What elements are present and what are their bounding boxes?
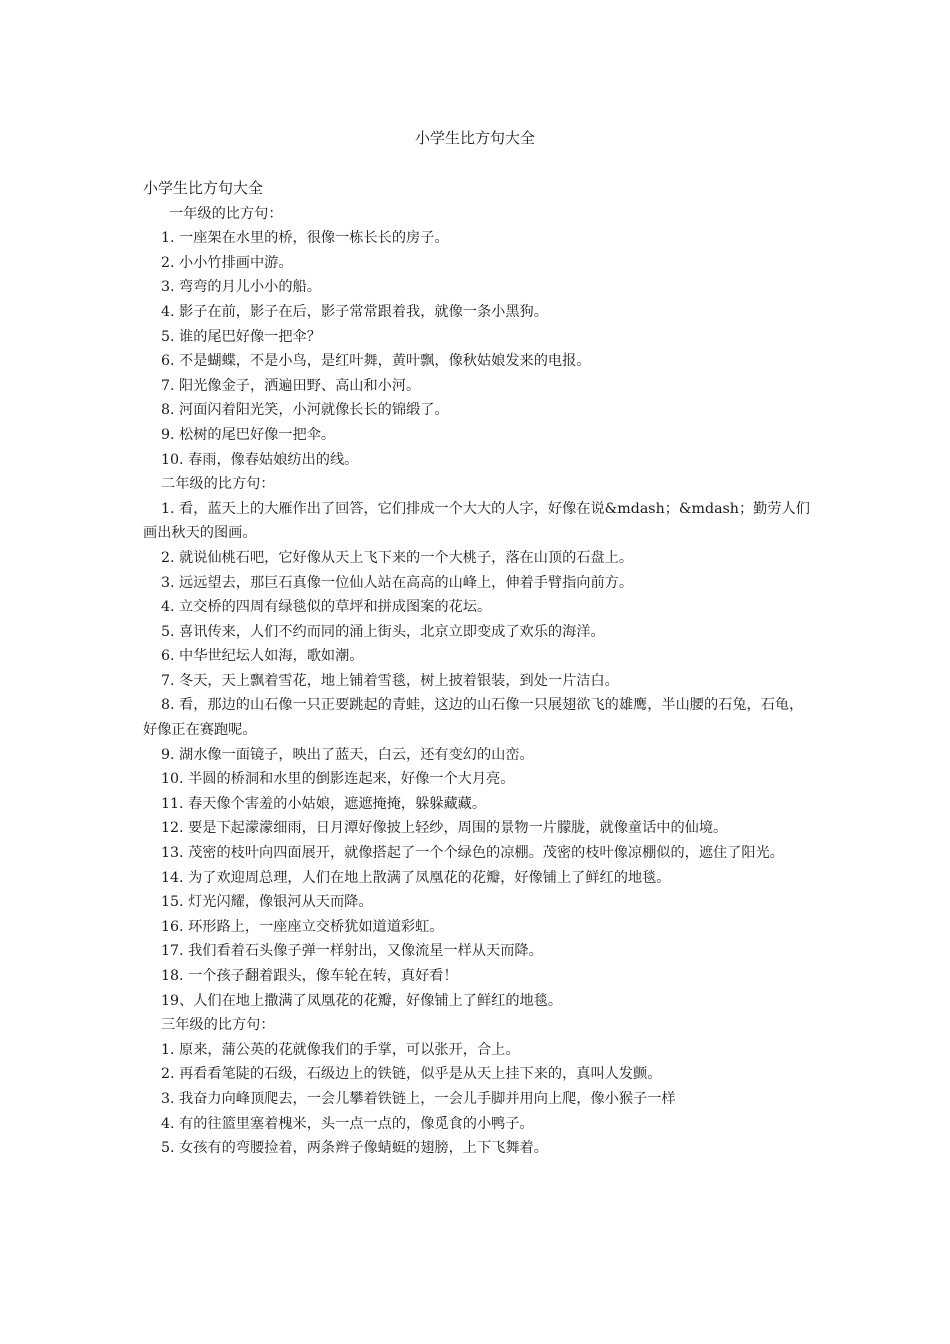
list-item: 12. 要是下起濛濛细雨，日月潭好像披上轻纱，周围的景物一片朦胧，就像童话中的仙境。 bbox=[161, 820, 728, 837]
section-heading-grade-2: 二年级的比方句： bbox=[161, 476, 275, 493]
list-item: 9. 湖水像一面镜子，映出了蓝天，白云，还有变幻的山峦。 bbox=[161, 746, 534, 763]
list-item: 5. 谁的尾巴好像一把伞？ bbox=[161, 328, 321, 345]
list-item: 16. 环形路上，一座座立交桥犹如道道彩虹。 bbox=[161, 918, 444, 935]
list-item: 3. 我奋力向峰顶爬去，一会儿攀着铁链上，一会儿手脚并用向上爬，像小猴子一样 bbox=[161, 1090, 676, 1107]
list-item: 7. 阳光像金子，洒遍田野、高山和小河。 bbox=[161, 377, 421, 394]
list-item: 8. 看，那边的山石像一只正要跳起的青蛙，这边的山石像一只展翅欲飞的雄鹰，半山腰的石兔，石龟，好像正在赛跑呢。 bbox=[143, 697, 804, 739]
list-item: 10. 半圆的桥洞和水里的倒影连起来，好像一个大月亮。 bbox=[161, 771, 515, 788]
list-item: 2. 再看看笔陡的石级，石级边上的铁链，似乎是从天上挂下来的，真叫人发颤。 bbox=[161, 1066, 662, 1083]
list-item: 15. 灯光闪耀，像银河从天而降。 bbox=[161, 894, 373, 911]
list-item: 7. 冬天，天上飘着雪花，地上铺着雪毯，树上披着银装，到处一片洁白。 bbox=[161, 672, 619, 689]
document-subtitle: 小学生比方句大全 bbox=[143, 179, 264, 197]
list-item: 1. 一座架在水里的桥，很像一栋长长的房子。 bbox=[161, 230, 449, 247]
list-item: 18. 一个孩子翻着跟头，像车轮在转，真好看！ bbox=[161, 968, 458, 984]
list-item: 2. 就说仙桃石吧，它好像从天上飞下来的一个大桃子，落在山顶的石盘上。 bbox=[161, 549, 634, 566]
list-item: 19、人们在地上撒满了凤凰花的花瓣，好像铺上了鲜红的地毯。 bbox=[161, 992, 563, 1009]
list-item: 13. 茂密的枝叶向四面展开，就像搭起了一个个绿色的凉棚。茂密的枝叶像凉棚似的，遮住了阳光。 bbox=[161, 845, 784, 862]
list-item: 17. 我们看着石头像子弹一样射出，又像流星一样从天而降。 bbox=[161, 943, 543, 960]
list-item: 11. 春天像个害羞的小姑娘，遮遮掩掩，躲躲藏藏。 bbox=[161, 795, 487, 812]
list-item: 3. 远远望去，那巨石真像一位仙人站在高高的山峰上，伸着手臂指向前方。 bbox=[161, 574, 634, 591]
document-body bbox=[143, 176, 811, 1161]
list-item: 1. 原来，蒲公英的花就像我们的手掌，可以张开，合上。 bbox=[161, 1041, 520, 1058]
list-item: 2. 小小竹排画中游。 bbox=[161, 254, 293, 271]
list-item: 4. 影子在前，影子在后，影子常常跟着我，就像一条小黑狗。 bbox=[161, 303, 548, 320]
list-item: 9. 松树的尾巴好像一把伞。 bbox=[161, 426, 336, 443]
list-item: 8. 河面闪着阳光笑，小河就像长长的锦缎了。 bbox=[161, 402, 449, 419]
list-item: 14. 为了欢迎周总理，人们在地上散满了凤凰花的花瓣，好像铺上了鲜红的地毯。 bbox=[161, 869, 671, 886]
list-item: 1. 看，蓝天上的大雁作出了回答，它们排成一个大大的人字，好像在说&mdash；&mdash；勤劳人们画出秋天的图画。 bbox=[143, 500, 810, 542]
section-heading-grade-1: 一年级的比方句： bbox=[169, 205, 283, 222]
list-item: 5. 喜讯传来，人们不约而同的涌上街头，北京立即变成了欢乐的海洋。 bbox=[161, 623, 605, 640]
list-item: 4. 有的往篮里塞着槐米，头一点一点的，像觅食的小鸭子。 bbox=[161, 1115, 534, 1132]
list-item: 5. 女孩有的弯腰捡着，两条辫子像蜻蜓的翅膀，上下飞舞着。 bbox=[161, 1140, 548, 1157]
list-item: 4. 立交桥的四周有绿毯似的草坪和拼成图案的花坛。 bbox=[161, 599, 492, 616]
list-item: 10. 春雨，像春姑娘纺出的线。 bbox=[161, 451, 359, 468]
list-item: 6. 中华世纪坛人如海，歌如潮。 bbox=[161, 648, 364, 665]
section-heading-grade-3: 三年级的比方句： bbox=[161, 1017, 275, 1034]
list-item: 6. 不是蝴蝶，不是小鸟，是红叶舞，黄叶飘，像秋姑娘发来的电报。 bbox=[161, 353, 591, 370]
list-item: 3. 弯弯的月儿小小的船。 bbox=[161, 279, 321, 296]
document-title: 小学生比方句大全 bbox=[414, 129, 535, 147]
